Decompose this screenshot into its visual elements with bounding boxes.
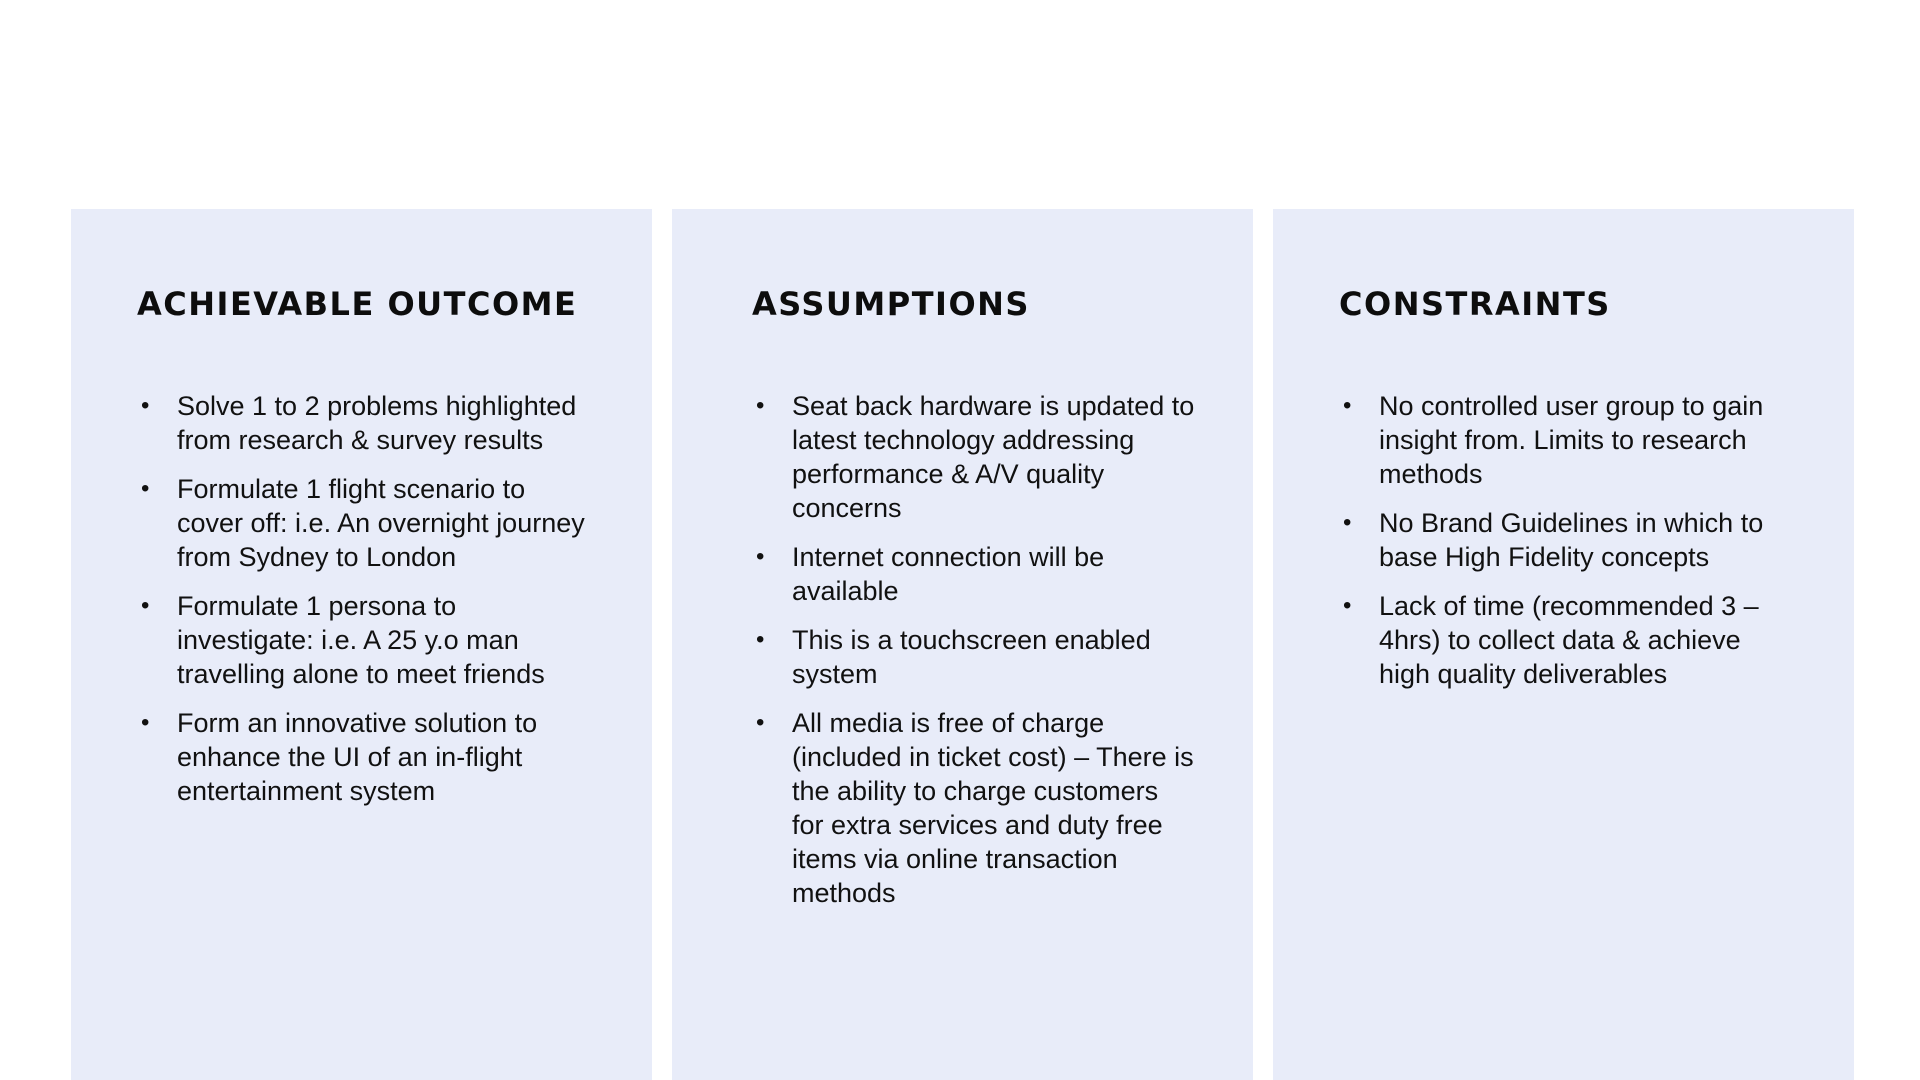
- bullet-list: [1339, 389, 1798, 691]
- bullet-icon: •: [756, 626, 765, 654]
- list-item: [137, 706, 596, 808]
- bullet-icon: •: [141, 592, 150, 620]
- bullet-icon: •: [756, 709, 765, 737]
- list-item-text: Formulate 1 persona to investigate: i.e. A 25 y.o man travelling alone to meet friends: [177, 591, 545, 690]
- columns-container: [71, 209, 1849, 1080]
- bullet-icon: •: [1343, 509, 1352, 537]
- list-item: [137, 472, 596, 574]
- list-item: [752, 540, 1197, 608]
- bullet-list: [752, 389, 1197, 910]
- list-item: [752, 706, 1197, 910]
- list-item: [752, 623, 1197, 691]
- list-item: [137, 389, 596, 457]
- list-item: [1339, 589, 1798, 691]
- list-item-text: No Brand Guidelines in which to base High Fidelity concepts: [1379, 508, 1764, 573]
- list-item-text: This is a touchscreen enabled system: [792, 625, 1151, 690]
- achievable-outcome-card: [71, 209, 652, 1080]
- bullet-icon: •: [1343, 392, 1352, 420]
- bullet-icon: •: [141, 392, 150, 420]
- list-item: [137, 589, 596, 691]
- list-item: [1339, 389, 1798, 491]
- card-title: ASSUMPTIONS: [752, 285, 1030, 323]
- bullet-icon: •: [141, 475, 150, 503]
- bullet-icon: •: [756, 392, 765, 420]
- bullet-list: [137, 389, 596, 808]
- list-item-text: Formulate 1 flight scenario to cover off: i.e. An overnight journey from Sydney to London: [177, 474, 585, 573]
- bullet-icon: •: [1343, 592, 1352, 620]
- list-item-text: Internet connection will be available: [792, 542, 1105, 607]
- list-item-text: Form an innovative solution to enhance the UI of an in-flight entertainment system: [177, 708, 538, 807]
- card-title: ACHIEVABLE OUTCOME: [137, 285, 578, 323]
- list-item-text: All media is free of charge (included in ticket cost) – There is the ability to charge customers for extra services and duty free items via online transaction methods: [792, 708, 1194, 909]
- constraints-card: [1273, 209, 1854, 1080]
- list-item-text: Seat back hardware is updated to latest technology addressing performance & A/V quality concerns: [792, 391, 1195, 524]
- list-item: [1339, 506, 1798, 574]
- list-item-text: Solve 1 to 2 problems highlighted from research & survey results: [177, 391, 577, 456]
- bullet-icon: •: [756, 543, 765, 571]
- assumptions-card: [672, 209, 1253, 1080]
- card-title: CONSTRAINTS: [1339, 285, 1611, 323]
- list-item-text: No controlled user group to gain insight from. Limits to research methods: [1379, 391, 1764, 490]
- list-item: [752, 389, 1197, 525]
- bullet-icon: •: [141, 709, 150, 737]
- list-item-text: Lack of time (recommended 3 – 4hrs) to collect data & achieve high quality deliverables: [1379, 591, 1759, 690]
